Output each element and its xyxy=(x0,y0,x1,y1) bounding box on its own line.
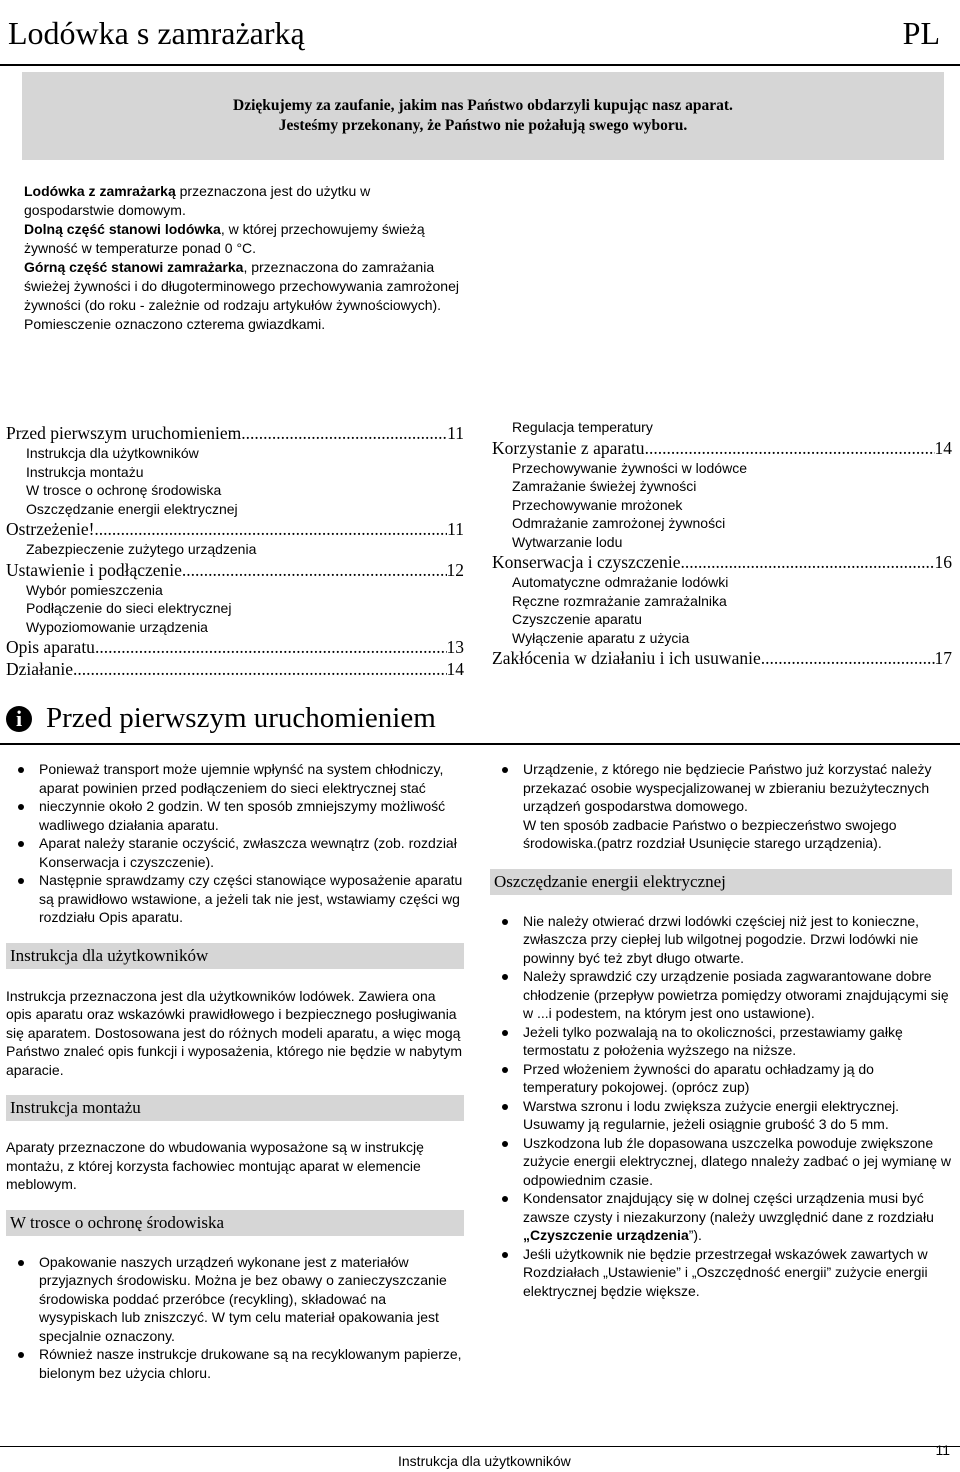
toc-sub-item: Zamrażanie świeżej żywności xyxy=(512,478,697,494)
list-item: Również nasze instrukcje drukowane są na recyklowanym papierze, bielonym bez użycia chloru. xyxy=(6,1345,464,1382)
thank-you-box xyxy=(22,72,944,160)
list-item: Warstwa szronu i lodu zwiększa zużycie energii elektrycznej. Usuwamy ją regularnie, jeżeli osiągnie grubość 3 do 5 mm. xyxy=(490,1097,952,1134)
toc-entry-page: 14 xyxy=(446,659,464,679)
subhead-environment: W trosce o ochronę środowiska xyxy=(6,1210,464,1236)
intro-text xyxy=(24,182,460,334)
toc-entry-title: Opis aparatu xyxy=(6,637,95,657)
left-bullet-list xyxy=(6,760,464,927)
list-item: Przed włożeniem żywności do aparatu ochładzamy ją do temperatury pokojowej. (oprócz zup) xyxy=(490,1060,952,1097)
toc-entry-title: Zakłócenia w działaniu i ich usuwanie xyxy=(492,648,761,668)
list-item xyxy=(490,1189,952,1245)
list-item: nieczynnie około 2 godzin. W ten sposób zmniejszymy możliwość wadliwego działania aparatu. xyxy=(6,797,464,834)
toc-sub-item: Instrukcja dla użytkowników xyxy=(26,445,199,461)
list-item: Jeśli użytkownik nie będzie przestrzegał wskazówek zawartych w Rozdziałach „Ustawienie” i „Oszczędność energii” zużycie energii elektrycznej będzie większe. xyxy=(490,1245,952,1301)
intro-paragraph-1 xyxy=(24,182,460,220)
page-header xyxy=(0,4,960,62)
subhead-energy: Oszczędzanie energii elektrycznej xyxy=(490,869,952,895)
toc-entry[interactable] xyxy=(6,518,464,540)
subhead-mounting: Instrukcja montażu xyxy=(6,1095,464,1121)
subhead-users: Instrukcja dla użytkowników xyxy=(6,943,464,969)
section-title: Przed pierwszym uruchomieniem xyxy=(46,702,436,734)
toc-entry-title: Konserwacja i czyszczenie xyxy=(492,552,681,572)
footer-label: Instrukcja dla użytkowników xyxy=(398,1453,571,1469)
mounting-paragraph: Aparaty przeznaczone do wbudowania wyposażone są w instrukcję montażu, z której korzysta fachowiec montując aparat w elemencie meblowym. xyxy=(6,1139,424,1192)
toc-entry[interactable] xyxy=(6,636,464,658)
list-item: Urządzenie, z którego nie będziecie Państwo już korzystać należy przekazać osobie wyspecjalizowanej w zbieraniu bezużytecznych urządzeń gospodarstwa domowego. W ten sposób zadbacie Państwo o bezpieczeństwo swojego środowiska.(patrz rozdział Usunięcie starego urządzenia). xyxy=(490,760,952,853)
toc-leader-dots xyxy=(761,647,935,669)
intro-paragraph-3 xyxy=(24,258,460,334)
toc-entry-title: Przed pierwszym uruchomieniem xyxy=(6,423,242,443)
toc-sub-item: Czyszczenie aparatu xyxy=(512,611,642,627)
footer-rule xyxy=(0,1446,960,1447)
list-item: Jeżeli tylko pozwalają na to okoliczności, przestawiamy gałkę termostatu z położenia wyższego na niższe. xyxy=(490,1023,952,1060)
list-item: Opakowanie naszych urządzeń wykonane jest z materiałów przyjaznych środowisku. Można je bez obawy o zanieczyszczanie środowiska poddać przeróbce (recykling), składować na wysypiskach lub zniszczyć. W tym celu materiał opakowania jest specjalnie oznaczony. xyxy=(6,1253,464,1346)
toc-entry-page: 17 xyxy=(934,648,952,668)
environment-bullet-list xyxy=(6,1253,464,1383)
toc-sub-item: Wytwarzanie lodu xyxy=(512,533,623,550)
toc-entry-page: 14 xyxy=(934,437,952,458)
toc-leader-dots xyxy=(645,437,935,459)
right-body-column xyxy=(490,760,952,1300)
intro-text-2: , w której przechowujemy świeżą żywność w temperaturze ponad 0 °C. xyxy=(24,221,425,256)
section-heading xyxy=(6,702,436,735)
toc-entry[interactable] xyxy=(492,437,952,459)
toc-sub-item: Automatyczne odmrażanie lodówki xyxy=(512,574,729,590)
toc-entry-title: Ustawienie i podłączenie xyxy=(6,559,182,580)
list-item: Należy sprawdzić czy urządzenie posiada zagwarantowane dobre chłodzenie (przepływ powietrza pomiędzy otworami znajdującymi się w ...i podestem, na którym jest ono ustawione). xyxy=(490,967,952,1023)
page-number: 11 xyxy=(935,1442,950,1458)
toc-leader-dots xyxy=(94,518,447,540)
toc-leader-dots xyxy=(95,636,447,658)
toc-right-column xyxy=(492,418,952,669)
toc-sub-item: Wypoziomowanie urządzenia xyxy=(26,618,208,635)
condenser-bold: „Czyszczenie urządzenia xyxy=(523,1227,689,1243)
list-item: Nie należy otwierać drzwi lodówki częściej niż jest to konieczne, zwłaszcza przy ciepłej lub wilgotnej pogodzie. Drzwi lodówki nie powinny być też zbyt długo otwarte. xyxy=(490,912,952,968)
toc-entry[interactable] xyxy=(492,647,952,669)
page-title: Lodówka s zamrażarką xyxy=(8,15,305,51)
toc-entry-title: Działanie xyxy=(6,659,74,679)
section-rule xyxy=(0,743,960,745)
toc-sub-item: Przechowywanie mrożonek xyxy=(512,496,683,513)
thank-you-line-1: Dziękujemy za zaufanie, jakim nas Państwo obdarzyli kupując nasz aparat. xyxy=(233,97,733,114)
toc-sub-item: Przechowywanie żywności w lodówce xyxy=(512,459,747,476)
toc-leader-dots xyxy=(182,559,447,581)
intro-bold-3: Górną część stanowi zamrażarka xyxy=(24,259,244,275)
toc-sub-item: Ręczne rozmrażanie zamrażalnika xyxy=(512,592,727,609)
toc-entry[interactable] xyxy=(492,551,952,573)
toc-sub-item: Instrukcja montażu xyxy=(26,463,144,480)
toc-entry[interactable] xyxy=(6,422,464,444)
energy-bullet-list-tail xyxy=(490,1189,952,1300)
toc-entry-page: 11 xyxy=(447,519,464,539)
toc-entry[interactable] xyxy=(6,658,464,680)
list-item: Aparat należy staranie oczyścić, zwłaszcza wewnątrz (zob. rozdział Konserwacja i czyszczenie). xyxy=(6,834,464,871)
toc-leader-dots xyxy=(241,422,447,444)
toc-sub-item: W trosce o ochronę środowiska xyxy=(26,482,222,498)
info-icon: i xyxy=(6,706,32,732)
toc-entry-page: 11 xyxy=(447,423,464,443)
toc-sub-item: Wybór pomieszczenia xyxy=(26,581,163,598)
toc-entry-title: Korzystanie z aparatu xyxy=(492,437,645,458)
toc-sub-item: Regulacja temperatury xyxy=(512,419,653,435)
intro-bold-1: Lodówka z zamrażarką xyxy=(24,183,176,199)
thank-you-line-2: Jesteśmy przekonany, że Państwo nie pożałują swego wyboru. xyxy=(278,117,688,134)
toc-entry-page: 13 xyxy=(446,637,464,657)
toc-entry-page: 16 xyxy=(934,552,952,572)
toc-sub-item: Oszczędzanie energii elektrycznej xyxy=(26,500,238,517)
toc-right-list xyxy=(492,437,952,670)
intro-paragraph-2 xyxy=(24,220,460,258)
toc-leader-dots xyxy=(73,658,446,680)
users-paragraph: Instrukcja przeznaczona jest dla użytkowników lodówek. Zawiera ona opis aparatu oraz wskazówki prawidłowego i bezpiecznego posługiwania się aparatem. Dostosowana jest do różnych modeli aparatu, a więc mogą Państwo znaleć opis funkcji i wyposażenia, którego nie będzie w nabytym aparacie. xyxy=(6,987,463,1078)
list-item: Uszkodzona lub źle dopasowana uszczelka powoduje zwiększone zużycie energii elektrycznej, dlatego nnależy zadbać o jej wymianę w odpowiednim czasie. xyxy=(490,1134,952,1190)
header-rule xyxy=(0,64,960,66)
toc-sub-item: Odmrażanie zamrożonej żywności xyxy=(512,515,726,531)
left-body-column xyxy=(6,760,464,1382)
condenser-text-end: ”). xyxy=(688,1227,702,1243)
toc-left-column xyxy=(6,422,464,680)
toc-entry-page: 12 xyxy=(446,559,464,580)
intro-text-1: przeznaczona jest do użytku w gospodarstwie domowym. xyxy=(24,183,371,218)
toc-entry-title: Ostrzeżenie! xyxy=(6,519,95,539)
language-code: PL xyxy=(902,15,940,51)
list-item: Następnie sprawdzamy czy części stanowiące wyposażenie aparatu są prawidłowo wstawione, a jeżeli tak nie jest, wstawiamy części wg rozdziału Opis aparatu. xyxy=(6,871,464,927)
energy-bullet-list xyxy=(490,912,952,1190)
condenser-text: Kondensator znajdujący się w dolnej części urządzenia musi być zawsze czysty i niezakurzony (należy uwzględnić dane z rozdziału xyxy=(523,1190,934,1225)
page-footer xyxy=(0,1442,960,1472)
toc-sub-item: Podłączenie do sieci elektrycznej xyxy=(26,600,232,616)
intro-text-3: , przeznaczona do zamrażania świeżej żywności i do długoterminowego przechowywania zamrożonej żywności (do roku - zależnie od rodzaju artykułów żywnościowych). Pomiesczenie oznaczono czterema gwiazdkami. xyxy=(24,259,459,332)
toc-sub-item: Zabezpieczenie zużytego urządzenia xyxy=(26,541,257,557)
right-bullet-list xyxy=(490,760,952,853)
toc-sub-item: Wyłączenie aparatu z użycia xyxy=(512,629,690,646)
toc-leader-dots xyxy=(681,551,935,573)
toc-entry[interactable] xyxy=(6,559,464,581)
intro-bold-2: Dolną część stanowi lodówka xyxy=(24,221,221,237)
list-item: Ponieważ transport może ujemnie wpłynść na system chłodniczy, aparat powinien przed podłączeniem do sieci elektrycznej stać xyxy=(6,760,464,797)
